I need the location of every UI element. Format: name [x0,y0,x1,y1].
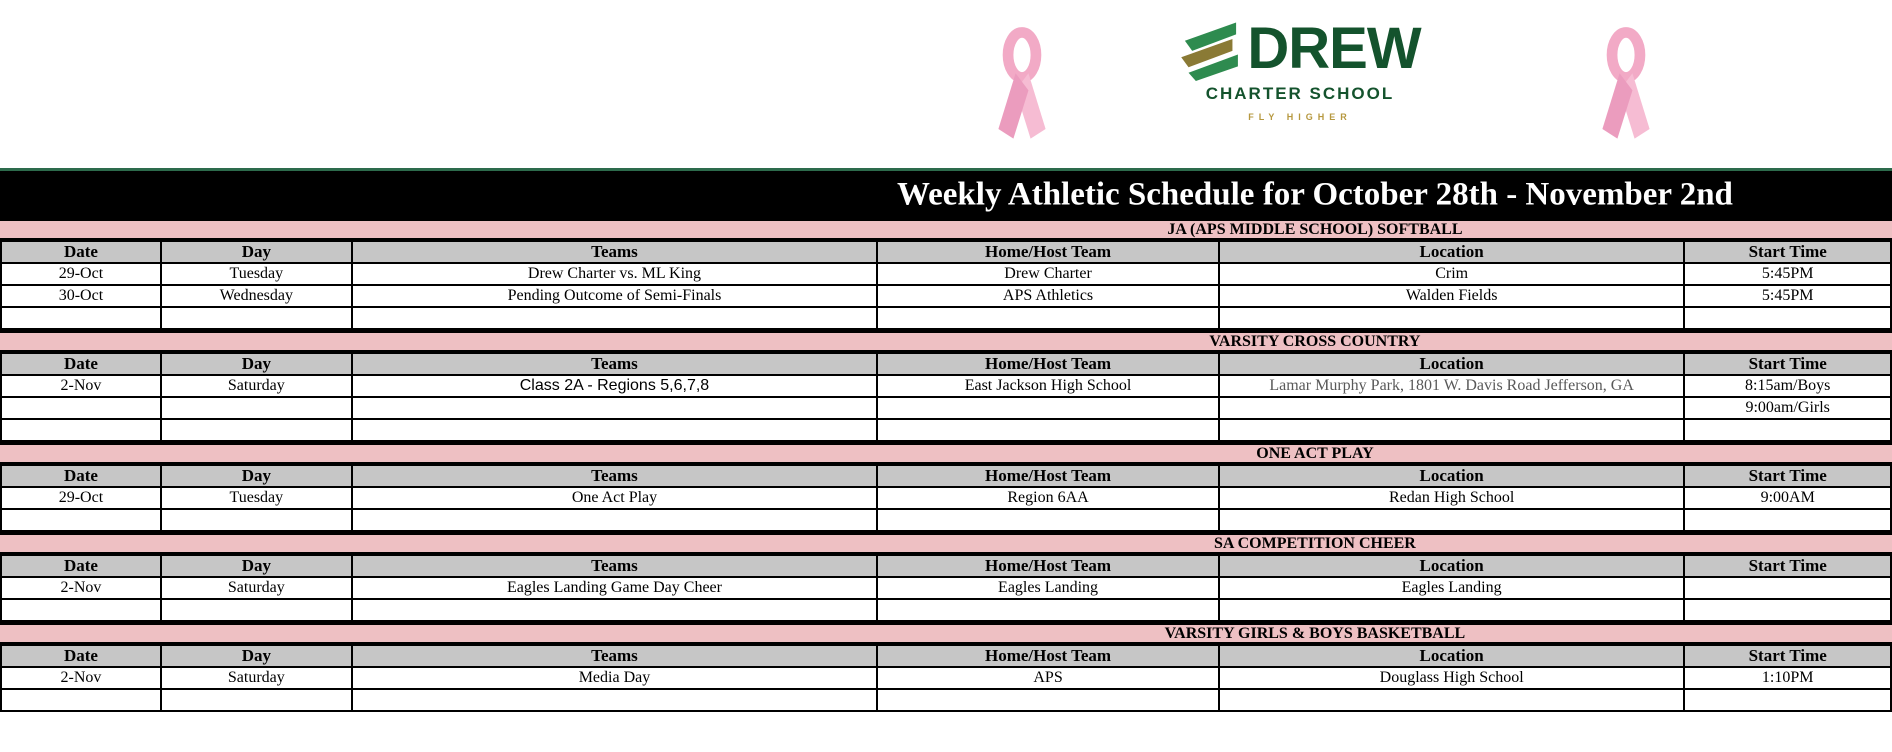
schedule-cell: Saturday [161,577,352,599]
schedule-cell [1,509,161,531]
column-header-teams: Teams [352,241,877,263]
schedule-cell [1219,689,1685,711]
schedule-cell: Eagles Landing [1219,577,1685,599]
schedule-cell: Drew Charter vs. ML King [352,263,877,285]
column-header-start-time: Start Time [1684,465,1891,487]
schedule-cell [352,599,877,621]
schedule-cell: APS [877,667,1219,689]
schedule-cell [877,599,1219,621]
column-header-row [1,645,1891,667]
column-header-start-time: Start Time [1684,555,1891,577]
column-header-teams: Teams [352,353,877,375]
column-header-teams: Teams [352,555,877,577]
schedule-cell [1684,599,1891,621]
column-header-row [1,353,1891,375]
schedule-cell [161,689,352,711]
table-row [1,263,1891,285]
section-header-band [0,218,1892,240]
schedule-cell: 8:15am/Boys [1684,375,1891,397]
column-header-start-time: Start Time [1684,353,1891,375]
table-row [1,397,1891,419]
schedule-cell [1219,419,1685,441]
column-header-home-host-team: Home/Host Team [877,645,1219,667]
schedule-cell [1,397,161,419]
column-header-date: Date [1,555,161,577]
schedule-cell: 2-Nov [1,577,161,599]
pink-ribbon-icon [987,26,1057,144]
schedule-cell: Tuesday [161,263,352,285]
schedule-cell [877,419,1219,441]
schedule-table [0,464,1892,532]
section-header-band [0,442,1892,464]
section-title-ja-aps-middle-school-softball: JA (APS MIDDLE SCHOOL) SOFTBALL [1167,220,1463,238]
column-header-location: Location [1219,353,1685,375]
logo-tagline: FLY HIGHER [1248,112,1352,122]
column-header-home-host-team: Home/Host Team [877,353,1219,375]
schedule-cell [1219,599,1685,621]
schedule-table [0,644,1892,712]
schedule-cell [1,307,161,329]
table-row [1,307,1891,329]
table-row [1,375,1891,397]
schedule-cell [1,599,161,621]
column-header-date: Date [1,645,161,667]
page-header [0,0,1892,168]
page-title: Weekly Athletic Schedule for October 28th - November 2nd [896,176,1733,212]
column-header-teams: Teams [352,465,877,487]
schedule-container [0,218,1892,712]
schedule-cell [161,509,352,531]
column-header-location: Location [1219,465,1685,487]
schedule-table [0,240,1892,330]
schedule-cell: APS Athletics [877,285,1219,307]
schedule-cell [877,397,1219,419]
schedule-cell: Eagles Landing Game Day Cheer [352,577,877,599]
schedule-cell: Crim [1219,263,1685,285]
schedule-cell [1,689,161,711]
table-row [1,689,1891,711]
logo-subtitle: CHARTER SCHOOL [1205,84,1395,103]
schedule-cell: Redan High School [1219,487,1685,509]
column-header-location: Location [1219,241,1685,263]
drew-charter-logo [1179,16,1420,122]
schedule-cell: Eagles Landing [877,577,1219,599]
column-header-date: Date [1,465,161,487]
schedule-cell [161,599,352,621]
schedule-cell [1219,307,1685,329]
schedule-cell: Pending Outcome of Semi-Finals [352,285,877,307]
table-row [1,419,1891,441]
schedule-cell [161,419,352,441]
column-header-row [1,241,1891,263]
schedule-cell: 29-Oct [1,263,161,285]
schedule-cell: 9:00am/Girls [1684,397,1891,419]
column-header-date: Date [1,353,161,375]
schedule-cell: One Act Play [352,487,877,509]
column-header-row [1,465,1891,487]
pink-ribbon-icon [1591,26,1661,144]
column-header-day: Day [161,241,352,263]
column-header-home-host-team: Home/Host Team [877,555,1219,577]
section-header-band [0,330,1892,352]
column-header-day: Day [161,353,352,375]
table-row [1,509,1891,531]
schedule-cell [352,307,877,329]
table-row [1,577,1891,599]
schedule-cell [352,397,877,419]
column-header-start-time: Start Time [1684,645,1891,667]
table-row [1,599,1891,621]
schedule-cell: 30-Oct [1,285,161,307]
column-header-start-time: Start Time [1684,241,1891,263]
schedule-cell: Region 6AA [877,487,1219,509]
column-header-day: Day [161,555,352,577]
section-header-band [0,532,1892,554]
schedule-cell [877,509,1219,531]
schedule-cell [877,689,1219,711]
column-header-teams: Teams [352,645,877,667]
schedule-cell [1684,577,1891,599]
column-header-day: Day [161,645,352,667]
schedule-cell: Tuesday [161,487,352,509]
column-header-day: Day [161,465,352,487]
schedule-cell: Wednesday [161,285,352,307]
schedule-cell [1684,509,1891,531]
schedule-cell [352,419,877,441]
schedule-cell: 2-Nov [1,667,161,689]
column-header-home-host-team: Home/Host Team [877,465,1219,487]
table-row [1,667,1891,689]
schedule-cell: Saturday [161,375,352,397]
title-banner [0,168,1892,218]
section-title-varsity-girls-boys-basketball: VARSITY GIRLS & BOYS BASKETBALL [1164,624,1466,642]
schedule-cell: Drew Charter [877,263,1219,285]
table-row [1,487,1891,509]
logo-name: DREW [1247,16,1421,81]
schedule-cell: 1:10PM [1684,667,1891,689]
schedule-cell: Walden Fields [1219,285,1685,307]
schedule-table [0,352,1892,442]
schedule-cell [1684,307,1891,329]
column-header-date: Date [1,241,161,263]
schedule-cell [352,509,877,531]
table-row [1,285,1891,307]
schedule-cell: Media Day [352,667,877,689]
schedule-cell [1219,397,1685,419]
schedule-cell [1684,689,1891,711]
schedule-cell [161,397,352,419]
schedule-cell [1219,509,1685,531]
column-header-row [1,555,1891,577]
schedule-cell: Lamar Murphy Park, 1801 W. Davis Road Jefferson, GA [1219,375,1685,397]
schedule-cell [877,307,1219,329]
schedule-cell [1,419,161,441]
schedule-cell: 2-Nov [1,375,161,397]
schedule-cell: Douglass High School [1219,667,1685,689]
schedule-cell: 9:00AM [1684,487,1891,509]
column-header-location: Location [1219,645,1685,667]
column-header-location: Location [1219,555,1685,577]
schedule-cell [352,689,877,711]
schedule-cell: 5:45PM [1684,285,1891,307]
column-header-home-host-team: Home/Host Team [877,241,1219,263]
schedule-cell: East Jackson High School [877,375,1219,397]
schedule-cell: 29-Oct [1,487,161,509]
section-header-band [0,622,1892,644]
schedule-cell [161,307,352,329]
section-title-varsity-cross-country: VARSITY CROSS COUNTRY [1209,332,1421,350]
schedule-cell [1684,419,1891,441]
schedule-cell: Saturday [161,667,352,689]
schedule-table [0,554,1892,622]
drew-wing-icon [1179,16,1243,82]
section-title-one-act-play: ONE ACT PLAY [1256,444,1374,462]
schedule-cell: Class 2A - Regions 5,6,7,8 [352,375,877,397]
section-title-sa-competition-cheer: SA COMPETITION CHEER [1214,534,1416,552]
schedule-cell: 5:45PM [1684,263,1891,285]
